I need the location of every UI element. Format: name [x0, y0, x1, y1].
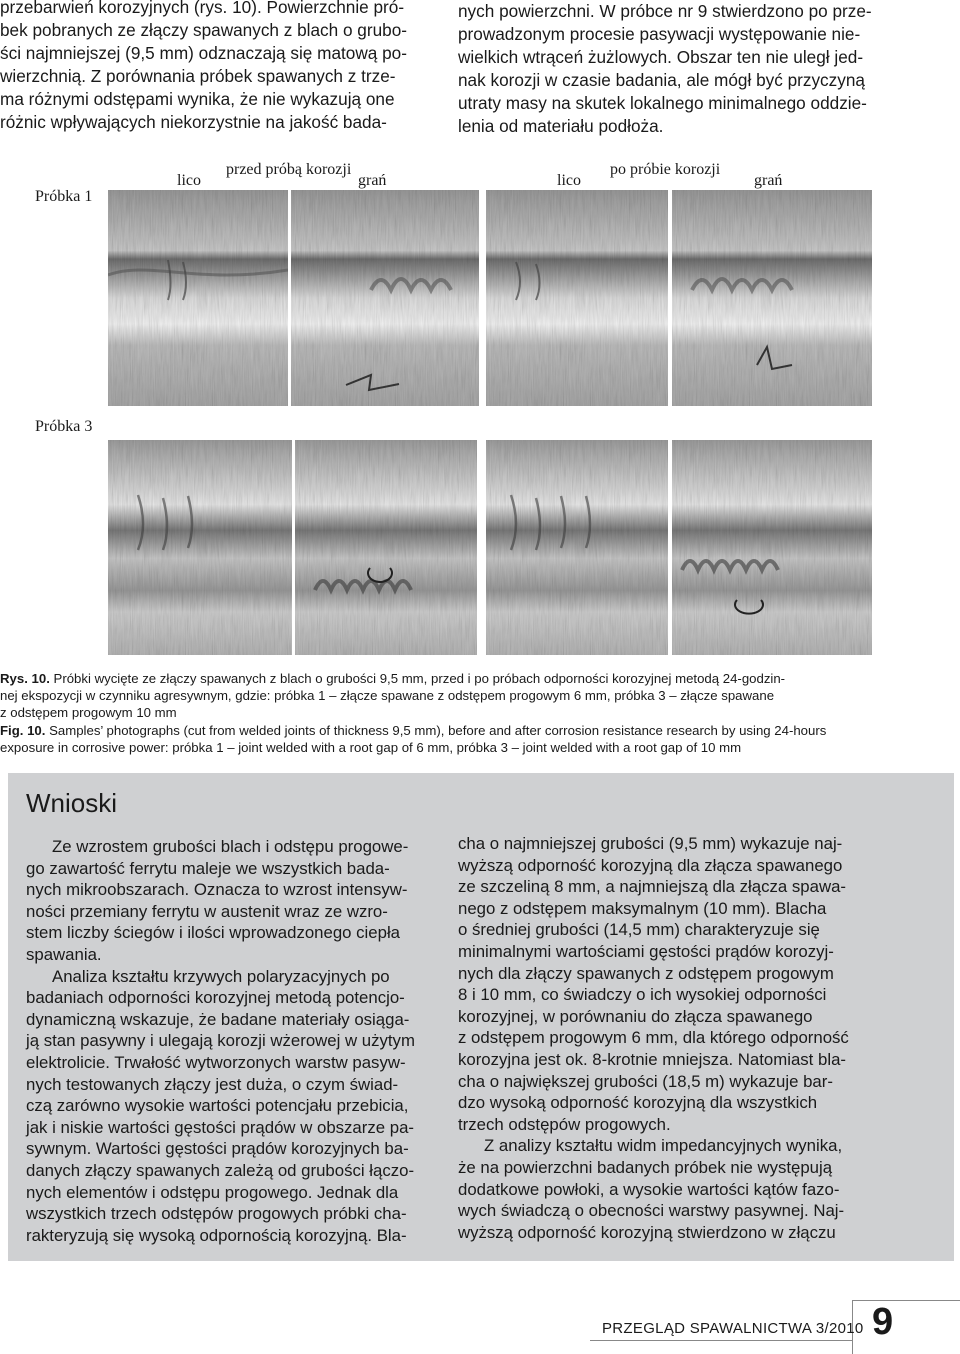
caption-line: nej ekspozycji w czynniku agresywnym, gdzie: próbka 1 – złącze spawane z odstępem progowym 6 mm, próbka 3 – złącze spawane: [0, 688, 775, 703]
conclusion-line: dodatkowe powłoki, a wysokie wartości kątów fazo-: [458, 1179, 840, 1199]
conclusions-title: Wnioski: [26, 788, 118, 818]
caption-line: exposure in corrosive power: próbka 1 – joint welded with a root gap of 6 mm, próbka 3 – joint welded with a root gap of 10 mm: [0, 740, 742, 755]
text-line: wielkich wtrąceń żużlowych. Obszar ten nie uległ jed-: [458, 47, 864, 67]
face-label: lico: [557, 172, 581, 189]
text-line: wierzchnią. Z porównania próbek spawanych z trze-: [0, 66, 396, 86]
conclusion-line: wszystkich trzech odstępów progowych próbki cha-: [26, 1204, 407, 1224]
conclusion-line: korozyjna jest ok. 8-krotnie mniejsza. Natomiast bla-: [458, 1050, 846, 1069]
text-line: nak korozji w czasie badania, ale mógł być przyczyną: [458, 70, 865, 90]
text-line: ści najmniejszej (9,5 mm) odznaczają się matową po-: [0, 43, 407, 63]
conclusion-line: nego z odstępem maksymalnym (10 mm). Blacha: [458, 898, 827, 918]
caption-line: Próbki wycięte ze złączy spawanych z blach o grubości 9,5 mm, przed i po próbach odporności korozyjnej metodą 24-godzin-: [53, 671, 786, 686]
conclusion-line: 8 i 10 mm, co świadczy o ich wysokiej odporności: [458, 985, 827, 1005]
journal-name: PRZEGLĄD SPAWALNICTWA 3/2010: [602, 1320, 864, 1337]
sample-1-face-before-photo: [108, 190, 288, 406]
conclusion-line: o średniej grubości (14,5 mm) charakteryzuje się: [458, 920, 820, 940]
caption-en-label: Fig. 10.: [0, 723, 46, 738]
conclusion-line: że na powierzchni badanych próbek nie występują: [458, 1158, 833, 1177]
conclusion-line: wyższą odporność korozyjną stwierdzono w złączu: [458, 1222, 836, 1242]
conclusion-line: Analiza kształtu krzywych polaryzacyjnych po: [52, 966, 390, 986]
root-label: grań: [754, 172, 783, 189]
footer-divider: [590, 1340, 852, 1341]
conclusion-line: jak i niskie wartości gęstości prądów w obszarze pa-: [26, 1117, 414, 1137]
conclusion-line: cha o największej grubości (18,5 m) wykazuje bar-: [458, 1071, 833, 1091]
sample-3-label: Próbka 3: [35, 418, 93, 435]
conclusion-line: Z analizy kształtu widm impedancyjnych wynika,: [484, 1136, 843, 1156]
conclusion-line: ją stan pasywny i ulegają korozji wżerowej w użytym: [26, 1031, 415, 1051]
sample-1-root-before-photo: [291, 190, 479, 406]
text-line: ma różnymi odstępami wynika, że nie wykazują one: [0, 89, 395, 109]
caption-line: Samples’ photographs (cut from welded joints of thickness 9,5 mm), before and after corrosion resistance research by using 24-hours: [49, 723, 827, 738]
conclusion-line: Ze wzrostem grubości blach i odstępu progowe-: [52, 837, 409, 856]
text-line: utraty masy na skutek lokalnego minimalnego oddzie-: [458, 93, 867, 113]
conclusion-line: wyższą odporność korozyjną dla złącza spawanego: [458, 855, 843, 875]
caption-pl-label: Rys. 10.: [0, 671, 50, 686]
caption-line: z odstępem progowym 10 mm: [0, 705, 177, 720]
conclusion-line: korozyjnej, w porównaniu do złącza spawanego: [458, 1006, 813, 1026]
sample-1-label: Próbka 1: [35, 188, 93, 205]
text-line: lenia od materiału podłoża.: [458, 116, 664, 136]
conclusion-line: stem liczby ściegów i ilości wprowadzonego ciepła: [26, 923, 401, 943]
conclusion-line: wych świadczą o obecności warstwy pasywnej. Naj-: [458, 1201, 845, 1221]
conclusion-line: ności przemiany ferrytu w austenit wraz ze wzro-: [26, 901, 388, 921]
conclusion-line: ze szczeliną 8 mm, a najmniejszą dla złącza spawa-: [458, 877, 846, 897]
page-number-box: [852, 1300, 960, 1354]
conclusion-line: nych testowanych złączy jest duża, o czym świad-: [26, 1074, 399, 1094]
sample-3-face-after-photo: [486, 440, 668, 655]
conclusion-line: spawania.: [26, 945, 102, 964]
page-number: 9: [872, 1301, 894, 1343]
conclusion-line: dynamiczną wskazuje, że badane materiały osiąga-: [26, 1009, 410, 1029]
face-label: lico: [177, 172, 201, 189]
conclusion-line: nych elementów i odstępu progowego. Jednak dla: [26, 1182, 399, 1202]
conclusion-line: dzo wysoką odporność korozyjną dla wszystkich: [458, 1093, 818, 1113]
conclusion-line: danych złączy spawanych zależą od grubości łączo-: [26, 1161, 415, 1180]
conclusion-line: z odstępem progowym 6 mm, dla którego odporność: [458, 1028, 849, 1048]
text-line: różnic wpływających niekorzystnie na jakość bada-: [0, 112, 387, 132]
root-label: grań: [358, 172, 387, 189]
text-line: przebarwień korozyjnych (rys. 10). Powierzchnie pró-: [0, 0, 405, 17]
sample-1-face-after-photo: [486, 190, 668, 406]
sample-1-root-after-photo: [672, 190, 872, 406]
conclusion-line: go zawartość ferrytu maleje we wszystkich bada-: [26, 858, 390, 878]
conclusion-line: nych dla złączy spawanych z odstępem progowym: [458, 963, 834, 983]
conclusion-line: minimalnymi wartościami gęstości prądów korozyj-: [458, 942, 834, 961]
text-line: bek pobranych ze złączy spawanych z blach o grubo-: [0, 20, 407, 40]
conclusion-line: badaniach odporności korozyjnej metodą potencjo-: [26, 988, 405, 1008]
text-line: nych powierzchni. W próbce nr 9 stwierdzono po prze-: [458, 1, 872, 21]
sample-3-face-before-photo: [108, 440, 292, 655]
sample-3-root-before-photo: [295, 440, 477, 655]
conclusion-line: rakteryzują się wysoką odpornością korozyjną. Bla-: [26, 1225, 407, 1245]
text-line: prowadzonym procesie pasywacji występowanie nie-: [458, 24, 861, 44]
conclusion-line: sywnym. Wartości gęstości prądów korozyjnych ba-: [26, 1139, 409, 1159]
conclusion-line: czą zarówno wysokie wartości potencjału przebicia,: [26, 1096, 409, 1116]
conclusion-line: trzech odstępów progowych.: [458, 1114, 671, 1134]
before-corrosion-label: przed próbą korozji: [226, 161, 352, 178]
conclusion-line: nych mikroobszarach. Oznacza to wzrost intensyw-: [26, 880, 408, 900]
after-corrosion-label: po próbie korozji: [610, 161, 721, 178]
conclusion-line: cha o najmniejszej grubości (9,5 mm) wykazuje naj-: [458, 834, 843, 853]
sample-3-root-after-photo: [672, 440, 872, 655]
conclusion-line: elektrolicie. Trwałość wytworzonych warstw pasyw-: [26, 1053, 406, 1072]
